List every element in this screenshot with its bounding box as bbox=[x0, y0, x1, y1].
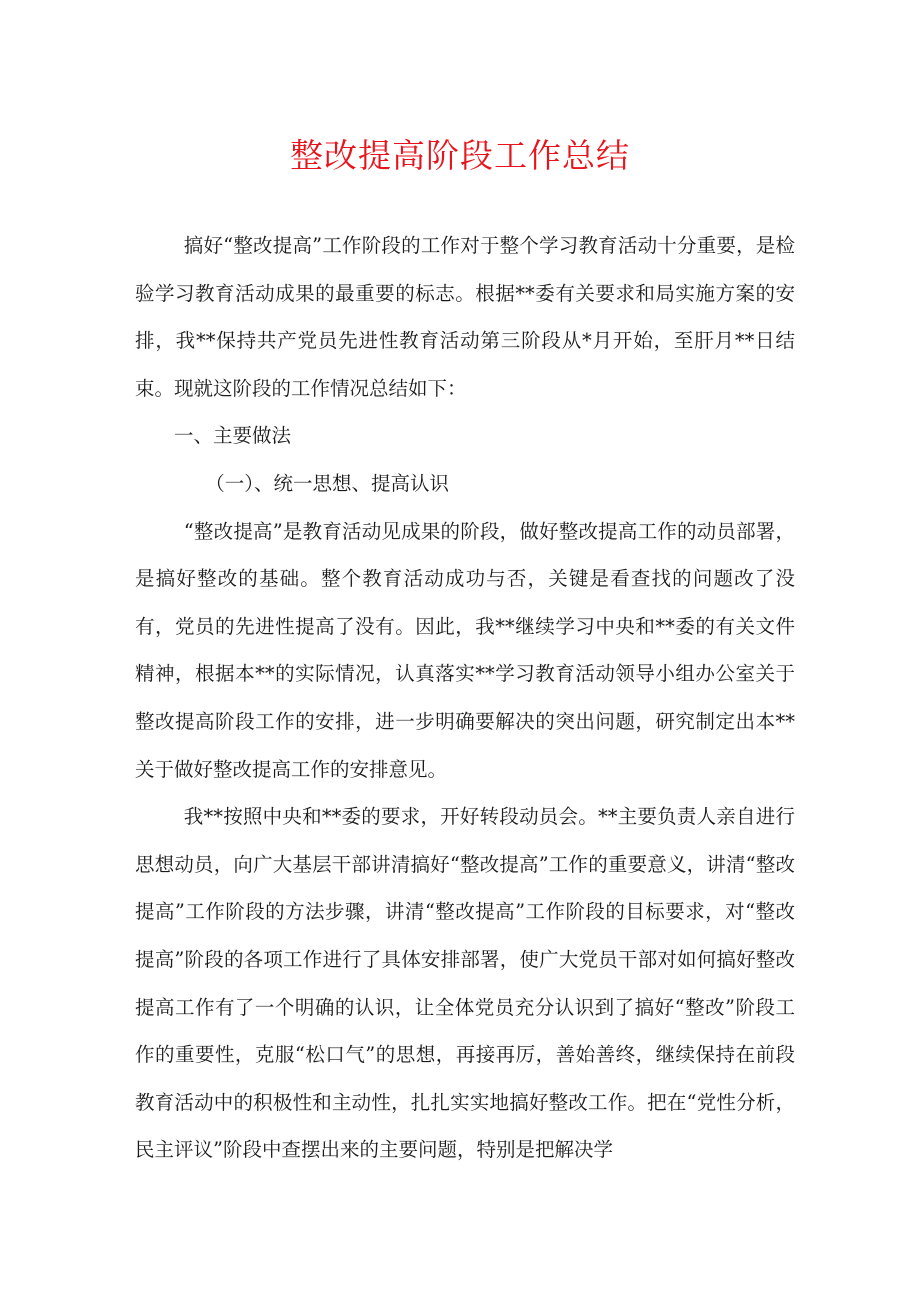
document-body bbox=[135, 222, 795, 1174]
intro-paragraph: 搞好“整改提高”工作阶段的工作对于整个学习教育活动十分重要，是检验学习教育活动成果的最重要的标志。根据**委有关要求和局实施方案的安排，我**保持共产党员先进性教育活动第三阶段从*月开始，至肝月**日结束。现就这阶段的工作情况总结如下： bbox=[135, 234, 795, 400]
body-paragraph-1: “整改提高”是教育活动见成果的阶段，做好整改提高工作的动员部署，是搞好整改的基础。整个教育活动成功与否，关键是看查找的问题改了没有，党员的先进性提高了没有。因此，我**继续学习中央和**委的有关文件精神，根据本**的实际情况，认真落实**学习教育活动领导小组办公室关于整改提高阶段工作的安排，进一步明确要解决的突出问题，研究制定出本**关于做好整改提高工作的安排意见。 bbox=[135, 519, 795, 781]
body-paragraph-2: 我**按照中央和**委的要求，开好转段动员会。**主要负责人亲自进行思想动员，向广大基层干部讲清搞好“整改提高”工作的重要意义，讲清“整改提高”工作阶段的方法步骤，讲清“整改提高”工作阶段的目标要求，对“整改提高”阶段的各项工作进行了具体安排部署，使广大党员干部对如何搞好整改提高工作有了一个明确的认识，让全体党员充分认识到了搞好“整改”阶段工作的重要性，克服“松口气”的思想，再接再厉，善始善终，继续保持在前段教育活动中的积极性和主动性，扎扎实实地搞好整改工作。把在“党性分析，民主评议”阶段中查摆出来的主要问题，特别是把解决学 bbox=[135, 805, 795, 1162]
subsection-heading-unify-thinking: （一）、统一思想、提高认识 bbox=[205, 471, 449, 495]
document-title: 整改提高阶段工作总结 bbox=[290, 136, 630, 175]
section-heading-main-practices: 一、主要做法 bbox=[174, 424, 292, 448]
